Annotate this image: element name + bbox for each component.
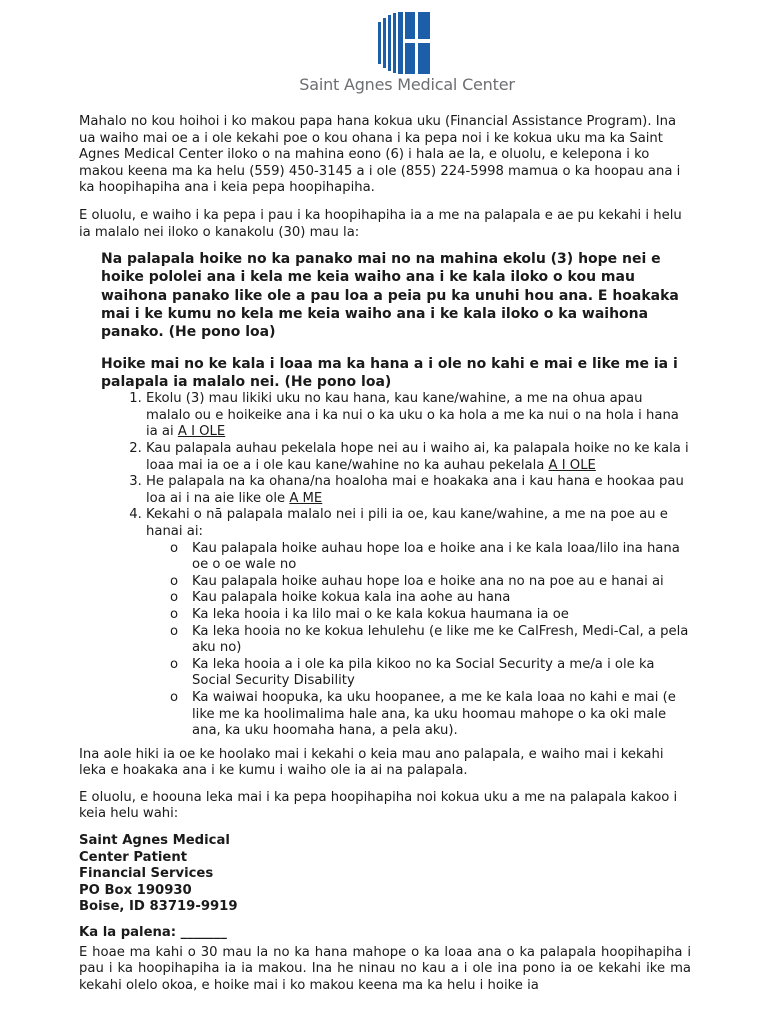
list-item: 2. Kau palapala auhau pekelala hope nei au i waiho ai, ka palapala hoike no ke kala i loaa mai ia oe a i ole kau kane/wahine no ka auhau pekelala A I OLE	[146, 441, 691, 474]
bullet-icon: o	[170, 689, 179, 705]
and-link: A ME	[289, 490, 323, 506]
address-line: PO Box 190930	[79, 882, 192, 898]
letter-body	[79, 114, 691, 994]
intro-paragraph: Mahalo no kou hoihoi i ko makou papa hana kokua uku (Financial Assistance Program). Ina ua waiho mai oe a i ole kekahi poe o kou ohana i ka pepa noi i ke kokua uku ma ka Saint Agnes Medical Center iloko o na mahina eono (6) i hala ae la, e oluolu, e kelepona i ko makou keena ma ka helu (559) 450-3145 a i ole (855) 224-5998 mamua o ka hoopau ana i ka hoopihapiha ana i keia pepa hoopihapiha.	[79, 114, 681, 196]
bullet-icon: o	[170, 540, 179, 556]
bullet-icon: o	[170, 606, 179, 622]
logo-mark-icon	[378, 12, 430, 74]
address-line: Center Patient	[79, 849, 188, 865]
sub-list-item: o Kau palapala hoike kokua kala ina aohe au hana	[170, 590, 511, 606]
bullet-icon: o	[170, 656, 179, 672]
deadline-line: Ka la palena: _______	[79, 925, 227, 941]
sub-list-item: o Kau palapala hoike auhau hope loa e hoike ana i ke kala loaa/lilo ina hana oe o oe wale no	[170, 540, 680, 573]
list-item: 1. Ekolu (3) mau likiki uku no kau hana, kau kane/wahine, a me na ohua apau malalo ou e hoikeike ana i ka nui o ka uku o ka hola a me ka nui o na hola i hana ia ai A I OLE	[146, 391, 691, 441]
mailing-instructions-paragraph: E oluolu, e hoouna leka mai i ka pepa hoopihapiha noi kokua uku a me na palapala kakoo i keia helu wahi:	[79, 789, 678, 822]
address-line: Financial Services	[79, 866, 214, 882]
sub-list-item: o Ka leka hooia a i ole ka pila kikoo no ka Social Security a me/a i ole ka Social Security Disability	[170, 656, 655, 689]
and-or-link: A I OLE	[177, 424, 226, 440]
bullet-icon: o	[170, 573, 179, 589]
sub-list-item: o Ka leka hooia no ke kokua lehulehu (e like me ke CalFresh, Medi-Cal, a pela aku no)	[170, 623, 689, 656]
bullet-icon: o	[170, 623, 179, 639]
sub-list	[146, 541, 691, 740]
bank-statements-requirement: Na palapala hoike no ka panako mai no na mahina ekolu (3) hope nei e hoike pololei ana i kela me keia waiho ana i ke kala iloko o kou mau waihona panako like ole a pau loa a peia pu ka unuhi hou ana. E hoakaka mai i ke kumu no kela me keia waiho ana i ke kala iloko o ka waihona panako. (He pono loa)	[101, 251, 679, 341]
income-proof-requirement: Hoike mai no ke kala i loaa ma ka hana a i ole no kahi e mai e like me ia i palapala ia malalo nei. (He pono loa)	[101, 355, 678, 390]
sub-list-item: o Ka waiwai hoopuka, ka uku hoopanee, a me ke kala loaa no kahi e mai (e like me ka hoolimalima hale ana, ka uku hoomau mahope o ka oki male ana, ka uku hoomaha hana, a pela aku).	[170, 689, 676, 739]
document-list	[79, 391, 691, 739]
bullet-icon: o	[170, 590, 179, 606]
missing-documents-paragraph: Ina aole hiki ia oe ke hoolako mai i kekahi o keia mau ano palapala, e waiho mai i kekahi leka e hoakaka ana i ke kumu i waiho ole ia ai na palapala.	[79, 746, 664, 779]
saint-agnes-logo	[292, 12, 522, 96]
address-line: Saint Agnes Medical	[79, 833, 230, 849]
list-item: 3. He palapala na ka ohana/na hoaloha mai e hoakaka ana i kau hana e hookaa pau loa ai i na aie like ole A ME	[146, 474, 691, 507]
instructions-paragraph: E oluolu, e waiho i ka pepa i pau i ka hoopihapiha ia a me na palapala e ae pu kekahi i helu ia malalo nei iloko o kanakolu (30) mau la:	[79, 207, 682, 240]
sub-list-item: o Ka leka hooia i ka lilo mai o ke kala kokua haumana ia oe	[170, 606, 569, 622]
address-line: Boise, ID 83719-9919	[79, 899, 238, 915]
and-or-link: A I OLE	[548, 457, 596, 473]
logo-text: Saint Agnes Medical Center	[299, 75, 515, 94]
sub-list-item: o Kau palapala hoike auhau hope loa e hoike ana no na poe au e hanai ai	[170, 573, 664, 589]
list-item: 4. Kekahi o nā palapala malalo nei i pili ia oe, kau kane/wahine, a me na poe au e hanai ai: o Kau palapala hoike auhau hope loa e hoike ana i ke kala loaa/lilo ina hana oe o oe wale no o Kau palapala hoike auhau hope loa e hoike ana no na poe au e hanai ai o Kau palapala hoike kokua kala ina aohe au hana o Ka leka hooia i ka lilo mai o ke kala kokua haumana ia oe o Ka leka hooia no ke kokua lehulehu (e like me ke CalFresh, Medi-Cal, a pela aku no) o Ka leka hooia a i ole ka pila kikoo no ka Social Security a me/a i ole ka Social Security Disability o Ka waiwai hoopuka, ka uku hoopanee, a me ke kala loaa no kahi e mai (e like me ka hoolimalima hale ana, ka uku hoomau mahope o ka oki male ana, ka uku hoomaha hana, a pela aku).	[146, 507, 691, 739]
mailing-address	[79, 833, 691, 916]
processing-time-paragraph: E hoae ma kahi o 30 mau la no ka hana mahope o ka loaa ana o ka palapala hoopihapiha i pau i ka hoopihapiha ia ia makou. Ina he ninau no kau a i ole ina pono ia oe kekahi ike ma kekahi olelo okoa, e hoike mai i ko makou keena ma ka helu i hoike ia	[79, 944, 691, 993]
